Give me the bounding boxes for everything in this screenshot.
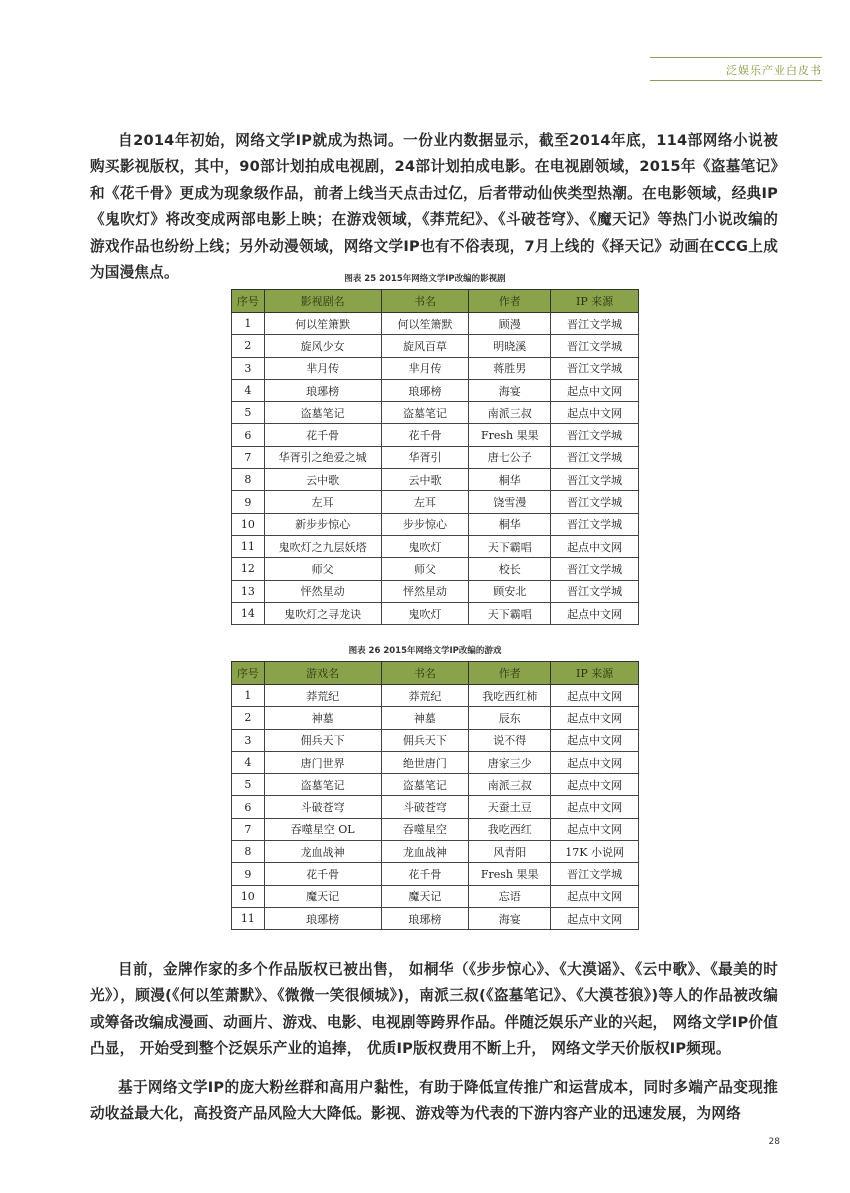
table-row xyxy=(232,841,639,863)
table-cell: 唐七公子 xyxy=(469,446,551,468)
table-cell: 4 xyxy=(232,751,265,773)
table1-caption: 图表 25 2015年网络文学IP改编的影视剧 xyxy=(344,274,506,284)
table-cell: 8 xyxy=(232,469,265,491)
table-row xyxy=(232,751,639,773)
table-row xyxy=(232,424,639,446)
table-cell: 12 xyxy=(232,558,265,580)
table-cell: 晋江文学城 xyxy=(551,335,639,357)
table-cell: 顾漫 xyxy=(469,313,551,335)
table-cell: 9 xyxy=(232,863,265,885)
table-cell: 吞噬星空 xyxy=(381,818,469,840)
table-row xyxy=(232,796,639,818)
column-header: 作者 xyxy=(469,290,551,313)
table-cell: 起点中文网 xyxy=(551,602,639,624)
table-cell: 斗破苍穹 xyxy=(381,796,469,818)
table-cell: 说不得 xyxy=(469,729,551,751)
table-cell: 桐华 xyxy=(469,513,551,535)
table-cell: 魔天记 xyxy=(381,885,469,907)
table-cell: 海宴 xyxy=(469,907,551,929)
table-cell: 明晓溪 xyxy=(469,335,551,357)
table-cell: 佣兵天下 xyxy=(381,729,469,751)
table-cell: 左耳 xyxy=(264,491,381,513)
table-row xyxy=(232,379,639,401)
table-cell: 华胥引之绝爱之城 xyxy=(264,446,381,468)
table-row xyxy=(232,580,639,602)
table-cell: 怦然星动 xyxy=(381,580,469,602)
table-cell: 何以笙箫默 xyxy=(264,313,381,335)
table-cell: 晋江文学城 xyxy=(551,491,639,513)
table-cell: 晋江文学城 xyxy=(551,357,639,379)
table-cell: 顾安北 xyxy=(469,580,551,602)
table-cell: 起点中文网 xyxy=(551,885,639,907)
table-cell: 怦然星动 xyxy=(264,580,381,602)
table-cell: 旋风少女 xyxy=(264,335,381,357)
table-cell: 晋江文学城 xyxy=(551,469,639,491)
table-row xyxy=(232,535,639,557)
table-cell: 风青阳 xyxy=(469,841,551,863)
table-cell: 天蚕土豆 xyxy=(469,796,551,818)
table2-caption: 图表 26 2015年网络文学IP改编的游戏 xyxy=(348,646,502,656)
table-cell: 桐华 xyxy=(469,469,551,491)
table-cell: 6 xyxy=(232,424,265,446)
column-header: 书名 xyxy=(381,290,469,313)
table-cell: 起点中文网 xyxy=(551,729,639,751)
table-cell: 起点中文网 xyxy=(551,402,639,424)
table-cell: 辰东 xyxy=(469,707,551,729)
table-cell: 7 xyxy=(232,818,265,840)
body-paragraph-2: 目前，金牌作家的多个作品版权已被出售， 如桐华（《步步惊心》、《大漠谣》、《云中歌》、《最美的时光》），顾漫(《何以笙萧默》、《微微一笑很倾城》)，南派三叔(《盗墓笔记》、《大漠苍狼》)等人的作品被改编或筹备改编成漫画、动画片、游戏、电影、电视剧等跨界作品。伴随泛娱乐产业的兴起， 网络文学IP价值凸显， 开始受到整个泛娱乐产业的追捧， 优质IP版权费用不断上升， 网络文学天价版权IP频现。 xyxy=(90,961,778,1058)
table-cell: Fresh 果果 xyxy=(469,863,551,885)
table-cell: 琅琊榜 xyxy=(381,907,469,929)
table-cell: 花千骨 xyxy=(381,863,469,885)
table-cell: 7 xyxy=(232,446,265,468)
table-cell: 琅琊榜 xyxy=(381,379,469,401)
table-cell: 琅琊榜 xyxy=(264,379,381,401)
table-cell: 校长 xyxy=(469,558,551,580)
table-cell: 4 xyxy=(232,379,265,401)
header-title: 泛娱乐产业白皮书 xyxy=(726,64,822,77)
table-cell: 龙血战神 xyxy=(381,841,469,863)
table-cell: 花千骨 xyxy=(264,863,381,885)
table-cell: 左耳 xyxy=(381,491,469,513)
intro-paragraph: 自2014年初始，网络文学IP就成为热词。一份业内数据显示，截至2014年底，114部网络小说被购买影视版权，其中，90部计划拍成电视剧，24部计划拍成电影。在电视剧领域，2015年《盗墓笔记》和《花千骨》更成为现象级作品，前者上线当天点击过亿，后者带动仙侠类型热潮。在电影领域，经典IP《鬼吹灯》将改变成两部电影上映；在游戏领域，《莽荒纪》、《斗破苍穹》、《魔天记》等热门小说改编的游戏作品也纷纷上线；另外动漫领域，网络文学IP也有不俗表现，7月上线的《择天记》动画在CCG上成为国漫焦点。 xyxy=(90,132,778,282)
table-row xyxy=(232,469,639,491)
table-cell: 唐家三少 xyxy=(469,751,551,773)
table-cell: 起点中文网 xyxy=(551,796,639,818)
table-cell: 神墓 xyxy=(381,707,469,729)
table-cell: 晋江文学城 xyxy=(551,863,639,885)
table-cell: 10 xyxy=(232,513,265,535)
column-header: 游戏名 xyxy=(264,662,381,685)
table-cell: 起点中文网 xyxy=(551,535,639,557)
table-cell: 忘语 xyxy=(469,885,551,907)
table-cell: 3 xyxy=(232,357,265,379)
table-cell: 起点中文网 xyxy=(551,751,639,773)
table-row xyxy=(232,313,639,335)
table-cell: Fresh 果果 xyxy=(469,424,551,446)
table-cell: 莽荒纪 xyxy=(264,685,381,707)
table-cell: 斗破苍穹 xyxy=(264,796,381,818)
table-cell: 2 xyxy=(232,707,265,729)
table-cell: 晋江文学城 xyxy=(551,424,639,446)
table-row xyxy=(232,446,639,468)
table-cell: 14 xyxy=(232,602,265,624)
table-cell: 起点中文网 xyxy=(551,379,639,401)
table-row xyxy=(232,357,639,379)
table-cell: 神墓 xyxy=(264,707,381,729)
table-cell: 起点中文网 xyxy=(551,818,639,840)
table-cell: 5 xyxy=(232,402,265,424)
table-cell: 吞噬星空 OL xyxy=(264,818,381,840)
table-cell: 何以笙箫默 xyxy=(381,313,469,335)
table-cell: 我吃西红 xyxy=(469,818,551,840)
tv-drama-adaptation-table xyxy=(231,289,639,625)
table-cell: 11 xyxy=(232,535,265,557)
header-top-rule xyxy=(650,57,822,58)
header-bottom-rule xyxy=(650,80,822,81)
table-row xyxy=(232,707,639,729)
table-cell: 佣兵天下 xyxy=(264,729,381,751)
table-cell: 天下霸唱 xyxy=(469,602,551,624)
table-cell: 17K 小说网 xyxy=(551,841,639,863)
table-cell: 5 xyxy=(232,774,265,796)
game-adaptation-table xyxy=(231,661,639,930)
table-cell: 我吃西红柿 xyxy=(469,685,551,707)
table-cell: 唐门世界 xyxy=(264,751,381,773)
table-cell: 11 xyxy=(232,907,265,929)
table-cell: 莽荒纪 xyxy=(381,685,469,707)
table-cell: 盗墓笔记 xyxy=(381,774,469,796)
table-cell: 南派三叔 xyxy=(469,402,551,424)
column-header: 作者 xyxy=(469,662,551,685)
table-cell: 起点中文网 xyxy=(551,707,639,729)
column-header: 序号 xyxy=(232,290,265,313)
table-cell: 鬼吹灯 xyxy=(381,535,469,557)
table-cell: 13 xyxy=(232,580,265,602)
table-row xyxy=(232,402,639,424)
table-cell: 琅琊榜 xyxy=(264,907,381,929)
column-header: IP 来源 xyxy=(551,662,639,685)
table-cell: 绝世唐门 xyxy=(381,751,469,773)
column-header: IP 来源 xyxy=(551,290,639,313)
table-cell: 1 xyxy=(232,685,265,707)
table-cell: 晋江文学城 xyxy=(551,513,639,535)
table-cell: 花千骨 xyxy=(264,424,381,446)
table-cell: 鬼吹灯之寻龙诀 xyxy=(264,602,381,624)
table-cell: 蒋胜男 xyxy=(469,357,551,379)
table-cell: 龙血战神 xyxy=(264,841,381,863)
table-cell: 10 xyxy=(232,885,265,907)
table-cell: 8 xyxy=(232,841,265,863)
column-header: 书名 xyxy=(381,662,469,685)
table-cell: 晋江文学城 xyxy=(551,446,639,468)
table-row xyxy=(232,729,639,751)
table-cell: 芈月传 xyxy=(381,357,469,379)
table-cell: 南派三叔 xyxy=(469,774,551,796)
table-row xyxy=(232,818,639,840)
column-header: 序号 xyxy=(232,662,265,685)
table-cell: 9 xyxy=(232,491,265,513)
table-cell: 晋江文学城 xyxy=(551,313,639,335)
column-header: 影视剧名 xyxy=(264,290,381,313)
table-cell: 鬼吹灯 xyxy=(381,602,469,624)
table-row xyxy=(232,907,639,929)
table-row xyxy=(232,558,639,580)
table-cell: 饶雪漫 xyxy=(469,491,551,513)
table-header-row xyxy=(232,662,639,685)
table-cell: 华胥引 xyxy=(381,446,469,468)
page-number: 28 xyxy=(768,1137,780,1147)
table-cell: 起点中文网 xyxy=(551,774,639,796)
table-row xyxy=(232,863,639,885)
table-cell: 新步步惊心 xyxy=(264,513,381,535)
table-cell: 起点中文网 xyxy=(551,907,639,929)
table-cell: 云中歌 xyxy=(381,469,469,491)
table-cell: 天下霸唱 xyxy=(469,535,551,557)
table-cell: 3 xyxy=(232,729,265,751)
table-cell: 芈月传 xyxy=(264,357,381,379)
table-cell: 1 xyxy=(232,313,265,335)
table-cell: 晋江文学城 xyxy=(551,580,639,602)
table-cell: 起点中文网 xyxy=(551,685,639,707)
table-cell: 魔天记 xyxy=(264,885,381,907)
body-paragraph-3: 基于网络文学IP的庞大粉丝群和高用户黏性，有助于降低宣传推广和运营成本，同时多端产品变现推动收益最大化，高投资产品风险大大降低。影视、游戏等为代表的下游内容产业的迅速发展，为网络 xyxy=(90,1079,778,1123)
table-cell: 旋风百草 xyxy=(381,335,469,357)
table-cell: 盗墓笔记 xyxy=(264,774,381,796)
table-cell: 鬼吹灯之九层妖塔 xyxy=(264,535,381,557)
table-cell: 师父 xyxy=(264,558,381,580)
table-cell: 海宴 xyxy=(469,379,551,401)
table-cell: 晋江文学城 xyxy=(551,558,639,580)
table-row xyxy=(232,491,639,513)
table-row xyxy=(232,774,639,796)
table-row xyxy=(232,685,639,707)
table-row xyxy=(232,335,639,357)
table-cell: 盗墓笔记 xyxy=(381,402,469,424)
table-cell: 花千骨 xyxy=(381,424,469,446)
table-cell: 2 xyxy=(232,335,265,357)
table-cell: 师父 xyxy=(381,558,469,580)
table-cell: 6 xyxy=(232,796,265,818)
table-cell: 步步惊心 xyxy=(381,513,469,535)
table-row xyxy=(232,602,639,624)
table-row xyxy=(232,885,639,907)
table-cell: 云中歌 xyxy=(264,469,381,491)
table-row xyxy=(232,513,639,535)
table-header-row xyxy=(232,290,639,313)
table-cell: 盗墓笔记 xyxy=(264,402,381,424)
